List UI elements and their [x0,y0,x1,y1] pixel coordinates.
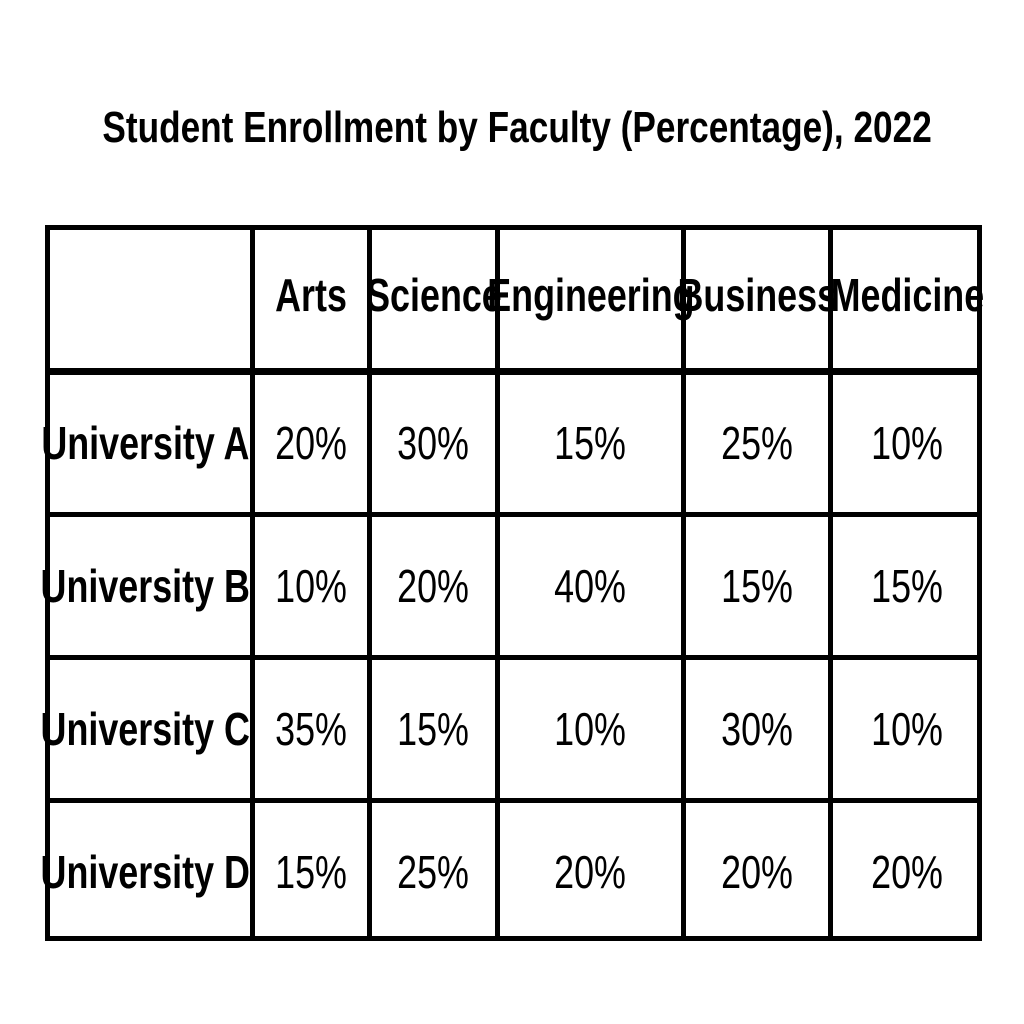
table-cell-text: 15% [397,703,470,755]
table-cell-text: 35% [275,703,347,755]
column-header [830,225,985,364]
table-cell-text: 15% [275,846,347,898]
table-cell [500,374,681,512]
table-cell [833,803,982,941]
table-cell [686,517,828,655]
row-header [40,374,250,512]
table-cell-text: 25% [721,417,793,469]
row-header [40,517,250,655]
table-cell [500,803,681,941]
row-header-text: University A [40,417,250,469]
table-cell [500,517,681,655]
row-header [40,660,250,798]
table-cell [372,374,495,512]
table-cell-text: 20% [554,846,627,898]
table-cell [833,660,982,798]
table-cell-text: 20% [275,417,347,469]
table-cell-text: 10% [871,417,944,469]
table-cell-text: 25% [397,846,470,898]
column-header [255,225,367,364]
table-cell-text: 40% [554,560,627,612]
column-header-text: Arts [275,268,347,321]
table-cell-text: 15% [871,560,944,612]
table-cell-text: 10% [275,560,347,612]
row-header-text: University C [40,703,250,755]
table-cell-text: 20% [871,846,944,898]
table-cell [833,374,982,512]
column-header [486,225,695,364]
table-cell-text: 20% [397,560,470,612]
column-header-text: Engineering [486,268,695,321]
table-cell [500,660,681,798]
table-cell [833,517,982,655]
table-cell [372,660,495,798]
column-header-text: Business [677,268,837,321]
table-cell [686,660,828,798]
row-header-text: University B [40,560,250,612]
table-title: Student Enrollment by Faculty (Percentage), 2022 [102,103,932,152]
table-cell [372,517,495,655]
table-cell [372,803,495,941]
row-header [40,803,250,941]
table-cell [255,374,367,512]
table-cell [255,660,367,798]
table-cell-text: 30% [397,417,470,469]
table-cell-text: 10% [554,703,627,755]
enrollment-table [40,225,985,941]
corner-cell [45,225,245,364]
table-cell-text: 15% [554,417,627,469]
table-cell [686,374,828,512]
table-cell-text: 10% [871,703,944,755]
row-header-text: University D [40,846,250,898]
table-cell-text: 15% [721,560,793,612]
column-header [677,225,837,364]
column-header-text: Science [365,268,502,321]
column-header [365,225,502,364]
table-cell-text: 30% [721,703,793,755]
column-header-text: Medicine [830,268,985,321]
table-cell [255,803,367,941]
table-cell [255,517,367,655]
table-cell [686,803,828,941]
table-cell-text: 20% [721,846,793,898]
